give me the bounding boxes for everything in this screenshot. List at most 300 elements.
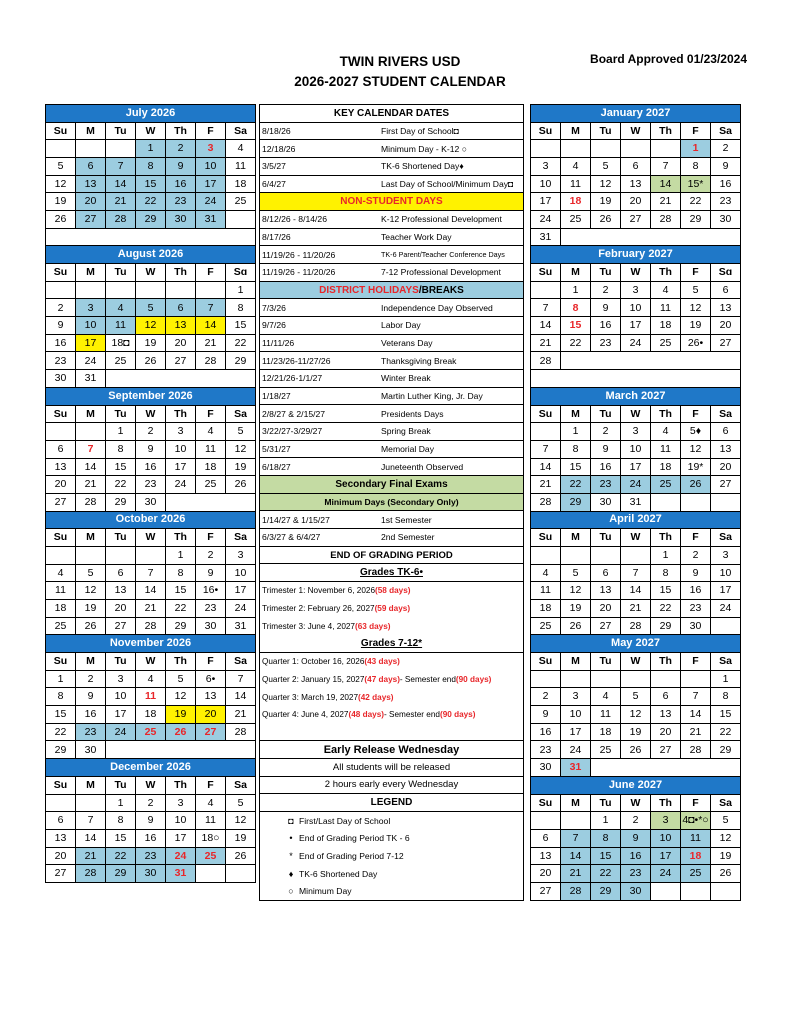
day-cell: 14 xyxy=(76,458,106,476)
day-cell: 9 xyxy=(711,158,741,176)
day-cell: 19 xyxy=(76,599,106,617)
grading-period-row xyxy=(260,582,523,600)
weekday-header: W xyxy=(621,529,651,547)
empty-cell xyxy=(531,670,561,688)
day-cell: 22 xyxy=(591,865,621,883)
day-cell: 27 xyxy=(531,882,561,900)
key-event: Winter Break xyxy=(381,373,431,384)
day-cell: 14 xyxy=(531,458,561,476)
weekday-header: W xyxy=(136,529,166,547)
day-cell: 26 xyxy=(711,865,741,883)
empty-cell xyxy=(226,228,256,246)
day-cell: 22 xyxy=(711,723,741,741)
day-count: (59 days) xyxy=(374,604,411,614)
key-date: 11/23/26-11/27/26 xyxy=(262,355,331,366)
day-cell: 11 xyxy=(651,440,681,458)
weekday-header: Tu xyxy=(591,794,621,812)
day-cell: 13 xyxy=(621,175,651,193)
section-heading xyxy=(260,635,523,653)
day-cell: 29 xyxy=(106,865,136,883)
day-cell: 28 xyxy=(226,723,256,741)
empty-cell xyxy=(651,140,681,158)
key-date-row xyxy=(260,423,523,441)
day-cell: 12 xyxy=(681,440,711,458)
empty-cell xyxy=(561,812,591,830)
day-cell: 12 xyxy=(46,175,76,193)
day-cell: 11 xyxy=(136,688,166,706)
empty-cell xyxy=(621,370,651,388)
day-cell: 22 xyxy=(681,193,711,211)
key-event: Last Day of School/Minimum Day◘ xyxy=(381,179,514,190)
key-date: 5/31/27 xyxy=(262,444,291,455)
month-july-2026 xyxy=(45,104,256,246)
weekday-header: Th xyxy=(651,122,681,140)
day-cell: 13 xyxy=(711,299,741,317)
empty-cell xyxy=(651,352,681,370)
day-cell: 22 xyxy=(136,193,166,211)
day-cell: 26 xyxy=(166,723,196,741)
day-cell: 23 xyxy=(531,741,561,759)
weekday-header: Su xyxy=(531,529,561,547)
month-september-2026 xyxy=(45,387,256,512)
heading-text: Early Release Wednesday xyxy=(323,743,460,756)
day-cell: 29 xyxy=(46,741,76,759)
key-date: 1/14/27 & 1/15/27 xyxy=(262,514,330,525)
day-cell: 4 xyxy=(591,688,621,706)
key-event: Minimum Day - K-12 ○ xyxy=(381,143,467,154)
weekday-header: M xyxy=(561,529,591,547)
heading-text: NON-STUDENT DAYS xyxy=(340,196,443,208)
day-cell: 13 xyxy=(166,317,196,335)
empty-cell xyxy=(621,228,651,246)
day-cell: 26 xyxy=(561,617,591,635)
early-release-line: All students will be released xyxy=(332,761,451,773)
day-cell: 11 xyxy=(681,829,711,847)
day-cell: 16 xyxy=(591,317,621,335)
day-cell: 4 xyxy=(651,281,681,299)
day-cell: 8 xyxy=(711,688,741,706)
day-cell: 7 xyxy=(531,440,561,458)
day-cell: 26 xyxy=(681,476,711,494)
weekday-header: Su xyxy=(531,405,561,423)
empty-cell xyxy=(46,140,76,158)
day-cell: 29 xyxy=(561,493,591,511)
day-cell: 10 xyxy=(531,175,561,193)
empty-cell xyxy=(196,741,226,759)
day-cell: 1 xyxy=(166,546,196,564)
day-cell: 23 xyxy=(681,599,711,617)
day-cell: 17 xyxy=(561,723,591,741)
weekday-header: Sa xyxy=(226,776,256,794)
day-cell: 17 xyxy=(651,847,681,865)
month-title: January 2027 xyxy=(531,105,741,123)
empty-cell xyxy=(711,370,741,388)
day-cell: 21 xyxy=(621,599,651,617)
heading-text: Secondary Final Exams xyxy=(335,478,448,490)
empty-cell xyxy=(136,546,166,564)
day-cell: 15 xyxy=(226,317,256,335)
day-cell: 14 xyxy=(651,175,681,193)
legend-symbol-icon: ♦ xyxy=(288,868,294,879)
day-cell: 7 xyxy=(196,299,226,317)
day-cell: 30 xyxy=(196,617,226,635)
day-cell: 27 xyxy=(46,493,76,511)
day-cell: 25 xyxy=(681,865,711,883)
heading-text: Grades TK-6• xyxy=(360,567,423,579)
day-cell: 18 xyxy=(681,847,711,865)
weekday-header: Th xyxy=(166,264,196,282)
day-cell: 13 xyxy=(591,582,621,600)
day-cell: 12 xyxy=(681,299,711,317)
day-cell: 7 xyxy=(226,670,256,688)
day-cell: 18 xyxy=(651,317,681,335)
weekday-header: Sa xyxy=(226,405,256,423)
empty-cell xyxy=(76,140,106,158)
day-cell: 30 xyxy=(76,741,106,759)
empty-cell xyxy=(166,741,196,759)
day-cell: 17 xyxy=(106,706,136,724)
empty-cell xyxy=(681,370,711,388)
key-date-row xyxy=(260,158,523,176)
empty-cell xyxy=(561,546,591,564)
day-cell: 6 xyxy=(711,423,741,441)
month-title: September 2026 xyxy=(46,387,256,405)
empty-cell xyxy=(136,741,166,759)
weekday-header: Tu xyxy=(106,122,136,140)
weekday-header: Sɑ xyxy=(711,264,741,282)
day-cell: 6 xyxy=(106,564,136,582)
month-january-2027 xyxy=(530,104,741,246)
day-cell: 24 xyxy=(226,599,256,617)
key-event: Juneteenth Observed xyxy=(381,461,464,472)
empty-cell xyxy=(651,882,681,900)
day-cell: 15 xyxy=(136,175,166,193)
weekday-header: F xyxy=(681,794,711,812)
day-cell: 9 xyxy=(591,299,621,317)
key-event: 2nd Semester xyxy=(381,532,435,543)
weekday-header: F xyxy=(196,529,226,547)
weekday-header: Su xyxy=(46,264,76,282)
key-date-row xyxy=(260,529,523,547)
empty-cell xyxy=(651,228,681,246)
day-cell: 16 xyxy=(621,847,651,865)
weekday-header: Th xyxy=(166,122,196,140)
heading-text: LEGEND xyxy=(370,797,413,809)
day-cell: 28 xyxy=(76,493,106,511)
key-event: TK-6 Shortened Day♦ xyxy=(381,161,464,172)
empty-cell xyxy=(196,865,226,883)
month-title: May 2027 xyxy=(531,635,741,653)
weekday-header: Tu xyxy=(106,776,136,794)
day-cell: 24 xyxy=(106,723,136,741)
day-cell: 25 xyxy=(651,476,681,494)
day-cell: 31 xyxy=(76,370,106,388)
day-cell: 29 xyxy=(651,617,681,635)
day-cell: 24 xyxy=(531,211,561,229)
day-cell: 2 xyxy=(591,281,621,299)
day-cell: 24 xyxy=(711,599,741,617)
day-cell: 29 xyxy=(591,882,621,900)
day-cell: 6 xyxy=(531,829,561,847)
key-date-row xyxy=(260,511,523,529)
day-cell: 20 xyxy=(46,476,76,494)
day-cell: 22 xyxy=(166,599,196,617)
day-cell: 17 xyxy=(166,829,196,847)
key-event: K-12 Professional Development xyxy=(381,214,502,225)
day-cell: 23 xyxy=(136,476,166,494)
day-cell: 1 xyxy=(711,670,741,688)
day-cell: 31 xyxy=(531,228,561,246)
day-cell: 10 xyxy=(621,440,651,458)
day-cell: 8 xyxy=(591,829,621,847)
day-count: (58 days) xyxy=(375,586,411,596)
day-count: (43 days) xyxy=(364,657,400,667)
section-heading xyxy=(260,741,523,759)
key-date-row xyxy=(260,264,523,282)
day-cell: 15 xyxy=(561,317,591,335)
day-cell: 20 xyxy=(591,599,621,617)
day-count: (47 days) xyxy=(364,674,400,684)
day-cell: 13 xyxy=(76,175,106,193)
weekday-header: Su xyxy=(531,653,561,671)
section-heading xyxy=(260,547,523,565)
grading-period-row xyxy=(260,653,523,671)
key-event: Memorial Day xyxy=(381,444,435,455)
empty-cell xyxy=(46,546,76,564)
day-cell: 19 xyxy=(561,599,591,617)
grading-period-row xyxy=(260,706,523,724)
weekday-header: M xyxy=(561,405,591,423)
weekday-header: Th xyxy=(651,794,681,812)
month-april-2027 xyxy=(530,511,741,636)
empty-cell xyxy=(651,370,681,388)
day-cell: 28 xyxy=(651,211,681,229)
day-cell: 26 xyxy=(136,352,166,370)
day-cell: 30 xyxy=(711,211,741,229)
day-cell: 28 xyxy=(681,741,711,759)
day-cell: 11 xyxy=(196,812,226,830)
day-cell: 15 xyxy=(106,458,136,476)
day-cell: 20 xyxy=(651,723,681,741)
day-cell: 1 xyxy=(46,670,76,688)
day-cell: 25 xyxy=(531,617,561,635)
key-date: 11/19/26 - 11/20/26 xyxy=(262,249,336,260)
day-cell: 3 xyxy=(196,140,226,158)
month-title: June 2027 xyxy=(531,776,741,794)
weekday-header: W xyxy=(621,264,651,282)
empty-cell xyxy=(226,370,256,388)
grading-period-row xyxy=(260,600,523,618)
day-cell: 28 xyxy=(106,211,136,229)
weekday-header: Th xyxy=(651,529,681,547)
day-cell: 22 xyxy=(561,476,591,494)
day-cell: 7 xyxy=(106,158,136,176)
heading-text: Grades 7-12* xyxy=(360,637,423,649)
day-cell: 26 xyxy=(76,617,106,635)
day-cell: 29 xyxy=(711,741,741,759)
weekday-header: Tu xyxy=(591,122,621,140)
weekday-header: Th xyxy=(651,405,681,423)
day-cell: 8 xyxy=(166,564,196,582)
empty-cell xyxy=(711,882,741,900)
empty-cell xyxy=(561,670,591,688)
day-cell: 21 xyxy=(681,723,711,741)
day-cell: 5 xyxy=(76,564,106,582)
heading-text: END OF GRADING PERIOD xyxy=(330,549,453,561)
heading-text: Minimum Days (Secondary Only) xyxy=(324,497,459,508)
early-release-text xyxy=(260,777,523,795)
weekday-header: W xyxy=(136,653,166,671)
month-august-2026 xyxy=(45,245,256,387)
day-cell: 3 xyxy=(621,423,651,441)
legend-item xyxy=(260,847,523,865)
day-cell: 8 xyxy=(681,158,711,176)
day-cell: 14 xyxy=(681,706,711,724)
weekday-header: Tu xyxy=(106,653,136,671)
day-cell: 10 xyxy=(711,564,741,582)
day-cell: 18 xyxy=(136,706,166,724)
section-heading xyxy=(260,794,523,812)
day-cell: 4 xyxy=(196,794,226,812)
key-event: Spring Break xyxy=(381,426,431,437)
month-may-2027 xyxy=(530,634,741,776)
weekday-header: Su xyxy=(531,794,561,812)
day-cell: 15* xyxy=(681,175,711,193)
legend-item xyxy=(260,865,523,883)
legend-item xyxy=(260,812,523,830)
day-cell: 13 xyxy=(46,829,76,847)
day-cell: 7 xyxy=(531,299,561,317)
month-december-2026 xyxy=(45,758,256,883)
day-cell: 14 xyxy=(196,317,226,335)
weekday-header: W xyxy=(136,264,166,282)
day-cell: 2 xyxy=(76,670,106,688)
empty-cell xyxy=(531,140,561,158)
day-cell: 8 xyxy=(651,564,681,582)
day-cell: 20 xyxy=(76,193,106,211)
day-cell: 24 xyxy=(651,865,681,883)
day-cell: 12 xyxy=(226,812,256,830)
day-cell: 19 xyxy=(46,193,76,211)
day-cell: 21 xyxy=(136,599,166,617)
weekday-header: W xyxy=(621,122,651,140)
grading-period-text: Quarter 1: October 16, 2026 xyxy=(262,657,365,667)
weekday-header: Su xyxy=(46,405,76,423)
day-cell: 19 xyxy=(136,334,166,352)
day-cell: 1 xyxy=(136,140,166,158)
empty-cell xyxy=(711,352,741,370)
day-cell: 25 xyxy=(196,847,226,865)
day-cell: 31 xyxy=(561,759,591,777)
day-cell: 3 xyxy=(711,546,741,564)
day-cell: 24 xyxy=(196,193,226,211)
day-cell: 1 xyxy=(106,794,136,812)
key-date-row xyxy=(260,246,523,264)
day-cell: 10 xyxy=(561,706,591,724)
day-cell: 9 xyxy=(196,564,226,582)
day-cell: 8 xyxy=(136,158,166,176)
day-cell: 3 xyxy=(106,670,136,688)
day-cell: 22 xyxy=(226,334,256,352)
month-title: April 2027 xyxy=(531,511,741,529)
key-date-row xyxy=(260,299,523,317)
empty-cell xyxy=(591,352,621,370)
day-cell: 19* xyxy=(681,458,711,476)
empty-cell xyxy=(531,812,561,830)
day-cell: 21 xyxy=(531,334,561,352)
section-heading xyxy=(260,105,523,123)
empty-cell xyxy=(711,228,741,246)
day-cell: 28 xyxy=(531,493,561,511)
day-cell: 20 xyxy=(196,706,226,724)
day-cell: 23 xyxy=(196,599,226,617)
month-title: November 2026 xyxy=(46,635,256,653)
day-cell: 21 xyxy=(106,193,136,211)
empty-cell xyxy=(621,546,651,564)
month-february-2027 xyxy=(530,245,741,387)
key-date-row xyxy=(260,388,523,406)
legend-symbol-icon: ○ xyxy=(288,886,294,897)
key-event: 7-12 Professional Development xyxy=(381,267,501,278)
day-cell: 22 xyxy=(46,723,76,741)
empty-cell xyxy=(621,140,651,158)
key-date: 6/3/27 & 6/4/27 xyxy=(262,532,321,543)
empty-cell xyxy=(681,352,711,370)
grading-period-text: Quarter 4: June 4, 2027 xyxy=(262,710,349,720)
day-cell: 12 xyxy=(561,582,591,600)
empty-cell xyxy=(76,281,106,299)
day-cell: 16 xyxy=(136,458,166,476)
day-cell: 28 xyxy=(561,882,591,900)
day-cell: 22 xyxy=(651,599,681,617)
key-date-row xyxy=(260,211,523,229)
day-cell: 4 xyxy=(651,423,681,441)
key-date: 6/18/27 xyxy=(262,461,291,472)
empty-cell xyxy=(46,281,76,299)
section-heading xyxy=(260,193,523,211)
day-cell: 16 xyxy=(681,582,711,600)
day-cell: 10 xyxy=(621,299,651,317)
day-cell: 3 xyxy=(166,794,196,812)
key-date: 12/21/26-1/1/27 xyxy=(262,373,323,384)
day-cell: 5 xyxy=(46,158,76,176)
weekday-header: M xyxy=(561,122,591,140)
weekday-header: Tu xyxy=(106,264,136,282)
weekday-header: Sa xyxy=(226,529,256,547)
weekday-header: Th xyxy=(651,264,681,282)
day-cell: 8 xyxy=(46,688,76,706)
day-cell: 1 xyxy=(226,281,256,299)
month-november-2026 xyxy=(45,634,256,759)
empty-cell xyxy=(621,352,651,370)
key-event: Thanksgiving Break xyxy=(381,355,457,366)
key-date: 8/17/26 xyxy=(262,232,291,243)
day-cell: 11 xyxy=(531,582,561,600)
day-cell: 17 xyxy=(166,458,196,476)
weekday-header: F xyxy=(196,122,226,140)
empty-cell xyxy=(531,546,561,564)
legend-item xyxy=(260,883,523,901)
weekday-header: M xyxy=(76,122,106,140)
grading-period-text: - Semester end xyxy=(399,674,456,684)
day-cell: 26 xyxy=(621,741,651,759)
empty-cell xyxy=(166,228,196,246)
weekday-header: F xyxy=(681,529,711,547)
day-cell: 1 xyxy=(681,140,711,158)
legend-symbol-icon: • xyxy=(289,833,293,844)
empty-cell xyxy=(46,423,76,441)
day-cell: 13 xyxy=(711,440,741,458)
